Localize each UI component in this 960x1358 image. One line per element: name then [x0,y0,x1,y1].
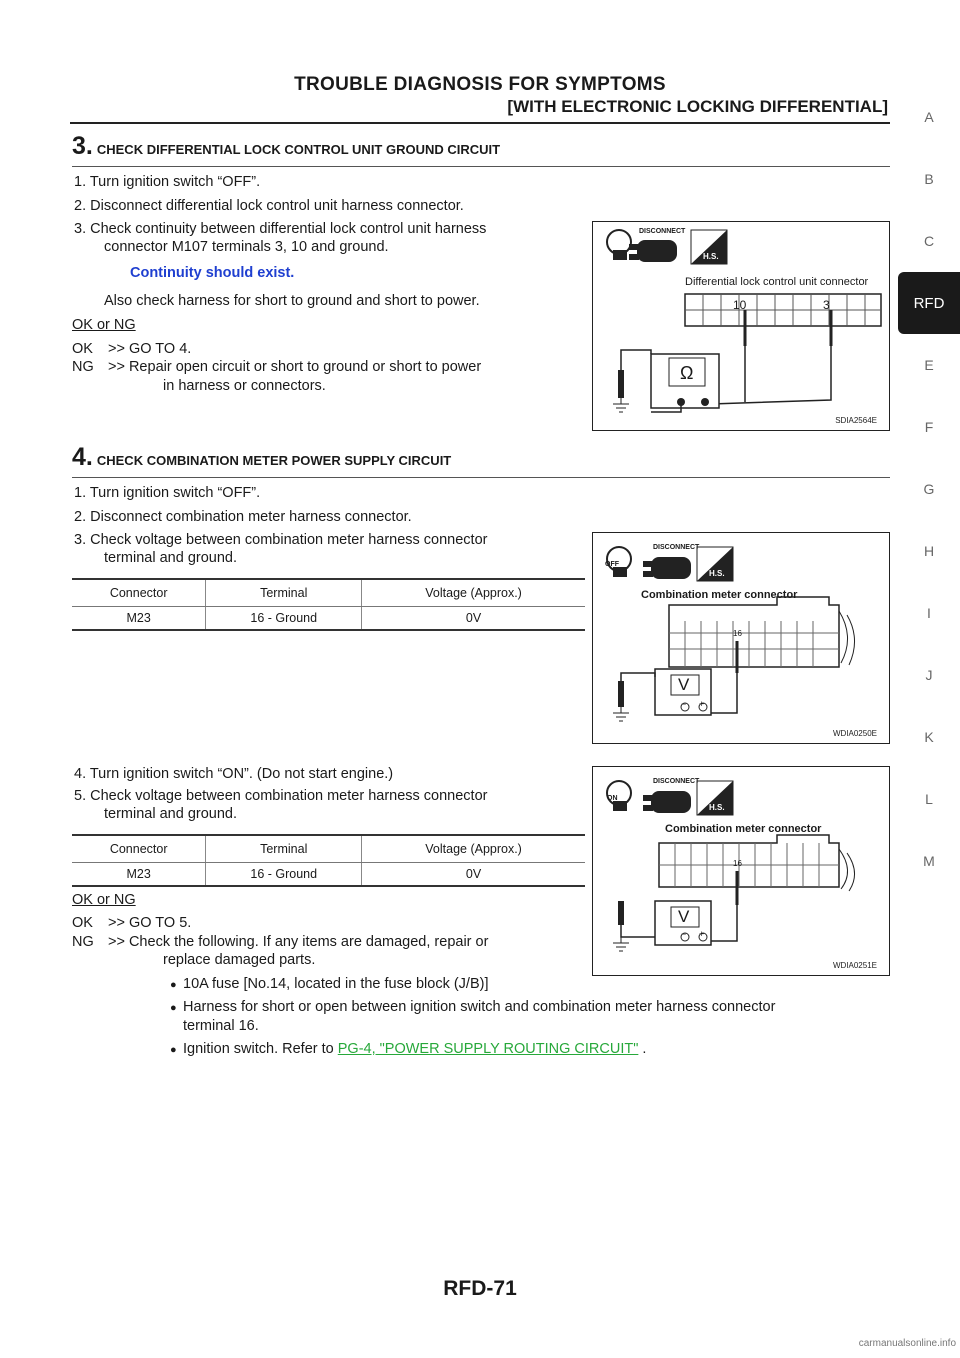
step-3-number: 3. [72,132,93,160]
bullet-text: Harness for short or open between ignition switch and combination meter harness connector [183,999,776,1015]
table-header: Connector [72,835,206,862]
table-header: Terminal [206,835,362,862]
step-4-ng-row [72,933,588,952]
table-row [72,862,585,886]
disconnect-label: DISCONNECT [639,228,686,235]
table-cell: 0V [362,862,585,886]
bullet-harness [170,998,775,1018]
ng-key: NG [72,359,94,375]
table-cell: M23 [72,606,206,630]
step-4-item-4: 4. Turn ignition switch “ON”. (Do not start engine.) [74,766,394,782]
bullet-suffix: . [638,1041,647,1057]
minus-icon: − [681,699,687,709]
step-3-ng-value-2: in harness or connectors. [163,378,326,394]
step-4-item-1: 1. Turn ignition switch “OFF”. [74,485,261,501]
header-rule [70,122,890,124]
ng-value: >> Repair open circuit or short to ground or short to power [108,359,482,375]
table-cell: 16 - Ground [206,862,362,886]
step-4-heading [72,443,890,478]
bullet-harness-2: terminal 16. [183,1018,259,1034]
step-3-ok-row [72,340,588,359]
step-3-item-2: 2. Disconnect differential lock control unit harness connector. [74,198,464,214]
ok-value: >> GO TO 5. [108,915,192,931]
step-3-note: Also check harness for short to ground and short to power. [104,293,480,309]
table-header: Terminal [206,579,362,606]
tab-c[interactable]: C [923,233,935,249]
bullet-icon: ● [170,979,177,991]
step-4-title: CHECK COMBINATION METER POWER SUPPLY CIRCUIT [96,453,452,468]
connector-label: Combination meter connector [641,589,798,601]
voltage-figure-on [592,766,890,976]
table-cell: 16 - Ground [206,606,362,630]
step-4-ok-row [72,914,588,933]
step-3-item-3a: 3. Check continuity between differential lock control unit harness [74,221,487,237]
voltage-table-1 [72,578,585,631]
ok-value: >> GO TO 4. [108,341,192,357]
connector-label: Combination meter connector [665,823,822,835]
plus-icon: + [699,929,705,939]
voltage-diagram-on [593,767,891,977]
tab-e[interactable]: E [924,357,934,373]
bullet-ignition [170,1040,646,1060]
continuity-diagram [593,222,891,432]
table-cell: 0V [362,606,585,630]
disconnect-label: DISCONNECT [653,778,700,785]
voltage-table-2 [72,834,585,887]
step-4-item-5b: terminal and ground. [104,806,237,822]
step-3-title: CHECK DIFFERENTIAL LOCK CONTROL UNIT GROUND CIRCUIT [96,142,501,157]
pin-10-label: 10 [733,298,747,312]
continuity-figure [592,221,890,431]
table-header: Voltage (Approx.) [362,835,585,862]
step-3-item-1: 1. Turn ignition switch “OFF”. [74,174,261,190]
bullet-fuse [170,975,488,995]
step-4-item-3b: terminal and ground. [104,550,237,566]
tab-j[interactable]: J [925,667,933,683]
bullet-text: 10A fuse [No.14, located in the fuse block (J/B)] [183,976,489,992]
tab-a[interactable]: A [924,109,934,125]
step-3-item-3b: connector M107 terminals 3, 10 and ground. [104,239,389,255]
tab-b[interactable]: B [924,171,934,187]
step-4-item-3a: 3. Check voltage between combination meter harness connector [74,532,488,548]
voltage-figure-off [592,532,890,744]
tab-g[interactable]: G [923,481,935,497]
tab-h[interactable]: H [923,543,935,559]
table-cell: M23 [72,862,206,886]
ok-key: OK [72,341,93,357]
tab-f[interactable]: F [924,419,934,435]
tab-l[interactable]: L [925,791,933,807]
key-on-label: ON [607,795,618,802]
step-3-ok-ng: OK or NG [72,317,136,333]
bullet-icon: ● [170,1044,177,1056]
table-header: Voltage (Approx.) [362,579,585,606]
hs-label: H.S. [709,803,725,812]
hs-label: H.S. [709,569,725,578]
power-supply-routing-link[interactable]: PG-4, "POWER SUPPLY ROUTING CIRCUIT" [337,1041,639,1057]
bullet-icon: ● [170,1002,177,1014]
figure-id: WDIA0250E [832,729,877,738]
step-4-ok-ng: OK or NG [72,892,136,908]
tab-rfd[interactable]: RFD [898,272,960,334]
disconnect-label: DISCONNECT [653,544,700,551]
tab-i[interactable]: I [927,605,931,621]
step-3-spec: Continuity should exist. [130,265,295,281]
watermark: carmanualsonline.info [858,1338,956,1349]
bullet-text: Ignition switch. Refer to [183,1041,338,1057]
plus-icon: + [699,699,705,709]
minus-icon: − [681,929,687,939]
step-3-heading [72,132,890,167]
figure-id: SDIA2564E [835,416,877,425]
ohm-icon: Ω [680,363,694,383]
table-row [72,606,585,630]
key-off-label: OFF [605,561,619,568]
step-4-number: 4. [72,443,93,471]
figure-id: WDIA0251E [832,961,877,970]
ng-value: >> Check the following. If any items are damaged, repair or [108,934,489,950]
ok-key: OK [72,915,93,931]
step-4-ng-value-2: replace damaged parts. [163,952,316,968]
table-header: Connector [72,579,206,606]
hs-label: H.S. [703,252,719,261]
section-tabs [898,86,960,892]
pin-3-label: 3 [823,298,830,312]
pin-16-label: 16 [733,629,742,638]
tab-m[interactable]: M [923,853,935,869]
voltmeter-icon: V [678,907,690,926]
voltmeter-icon: V [678,675,690,694]
page-title: TROUBLE DIAGNOSIS FOR SYMPTOMS [294,74,666,95]
connector-label: Differential lock control unit connector [685,276,869,288]
page-number: RFD-71 [443,1277,517,1300]
page-subtitle: [WITH ELECTRONIC LOCKING DIFFERENTIAL] [507,97,888,116]
pin-16-label: 16 [733,859,742,868]
ng-key: NG [72,934,94,950]
step-4-item-5a: 5. Check voltage between combination meter harness connector [74,788,488,804]
step-4-item-2: 2. Disconnect combination meter harness connector. [74,509,412,525]
tab-k[interactable]: K [924,729,934,745]
step-3-ng-row [72,358,588,377]
voltage-diagram-off [593,533,891,745]
